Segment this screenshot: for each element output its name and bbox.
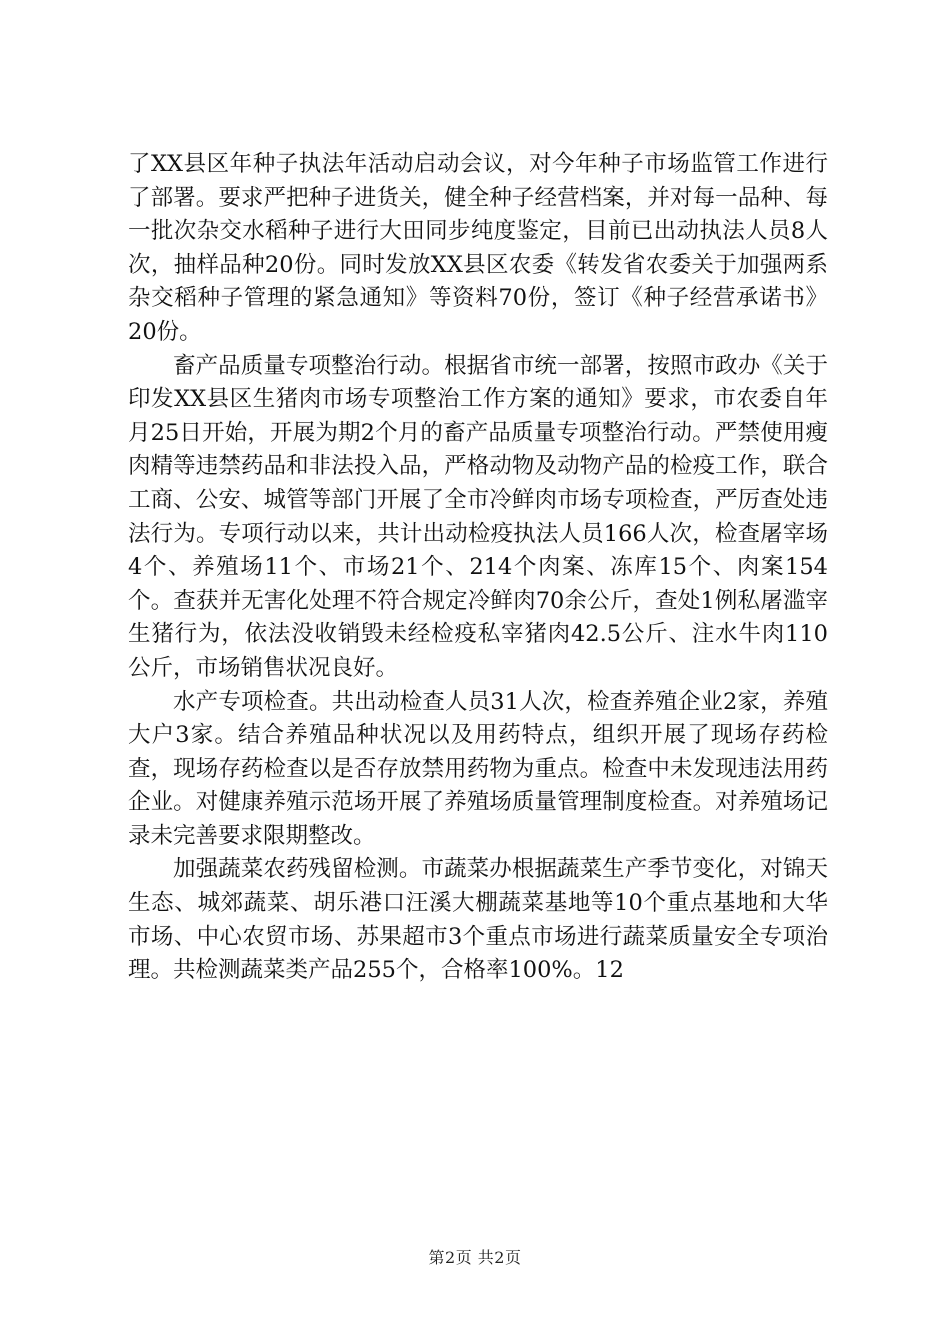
document-body: [128, 148, 828, 988]
page-footer: 第2页 共2页: [428, 1248, 522, 1267]
paragraph-livestock-inspection: 畜产品质量专项整治行动。根据省市统一部署，按照市政办《关于印发XX县区生猪肉市场专项整治工作方案的通知》要求，市农委自年月25日开始，开展为期2个月的畜产品质量专项整治行动。严禁使用瘦肉精等违禁药品和非法投入品，严格动物及动物产品的检疫工作，联合工商、公安、城管等部门开展了全市冷鲜肉市场专项检查，严厉查处违法行为。专项行动以来，共计出动检疫执法人员166人次，检查屠宰场4个、养殖场11个、市场21个、214个肉案、冻库15个、肉案154个。查获并无害化处理不符合规定冷鲜肉70余公斤，查处1例私屠滥宰生猪行为，依法没收销毁未经检疫私宰猪肉42.5公斤、注水牛肉110公斤，市场销售状况良好。: [128, 352, 828, 681]
paragraph-seed-enforcement: 了XX县区年种子执法年活动启动会议，对今年种子市场监管工作进行了部署。要求严把种子进货关，健全种子经营档案，并对每一品种、每一批次杂交水稻种子进行大田同步纯度鉴定，目前已出动执法人员8人次，抽样品种20份。同时发放XX县区农委《转发省农委关于加强两系杂交稻种子管理的紧急通知》等资料70份，签订《种子经营承诺书》20份。: [128, 151, 828, 345]
paragraph-aquatic-inspection: 水产专项检查。共出动检查人员31人次，检查养殖企业2家，养殖大户3家。结合养殖品种状况以及用药特点，组织开展了现场存药检查，现场存药检查以是否存放禁用药物为重点。检查中未发现违法用药企业。对健康养殖示范场开展了养殖场质量管理制度检查。对养殖场记录未完善要求限期整改。: [128, 688, 828, 849]
paragraph-vegetable-pesticide: 加强蔬菜农药残留检测。市蔬菜办根据蔬菜生产季节变化，对锦天生态、城郊蔬菜、胡乐港口汪溪大棚蔬菜基地等10个重点基地和大华市场、中心农贸市场、苏果超市3个重点市场进行蔬菜质量安全专项治理。共检测蔬菜类产品255个，合格率100%。12: [128, 856, 828, 984]
